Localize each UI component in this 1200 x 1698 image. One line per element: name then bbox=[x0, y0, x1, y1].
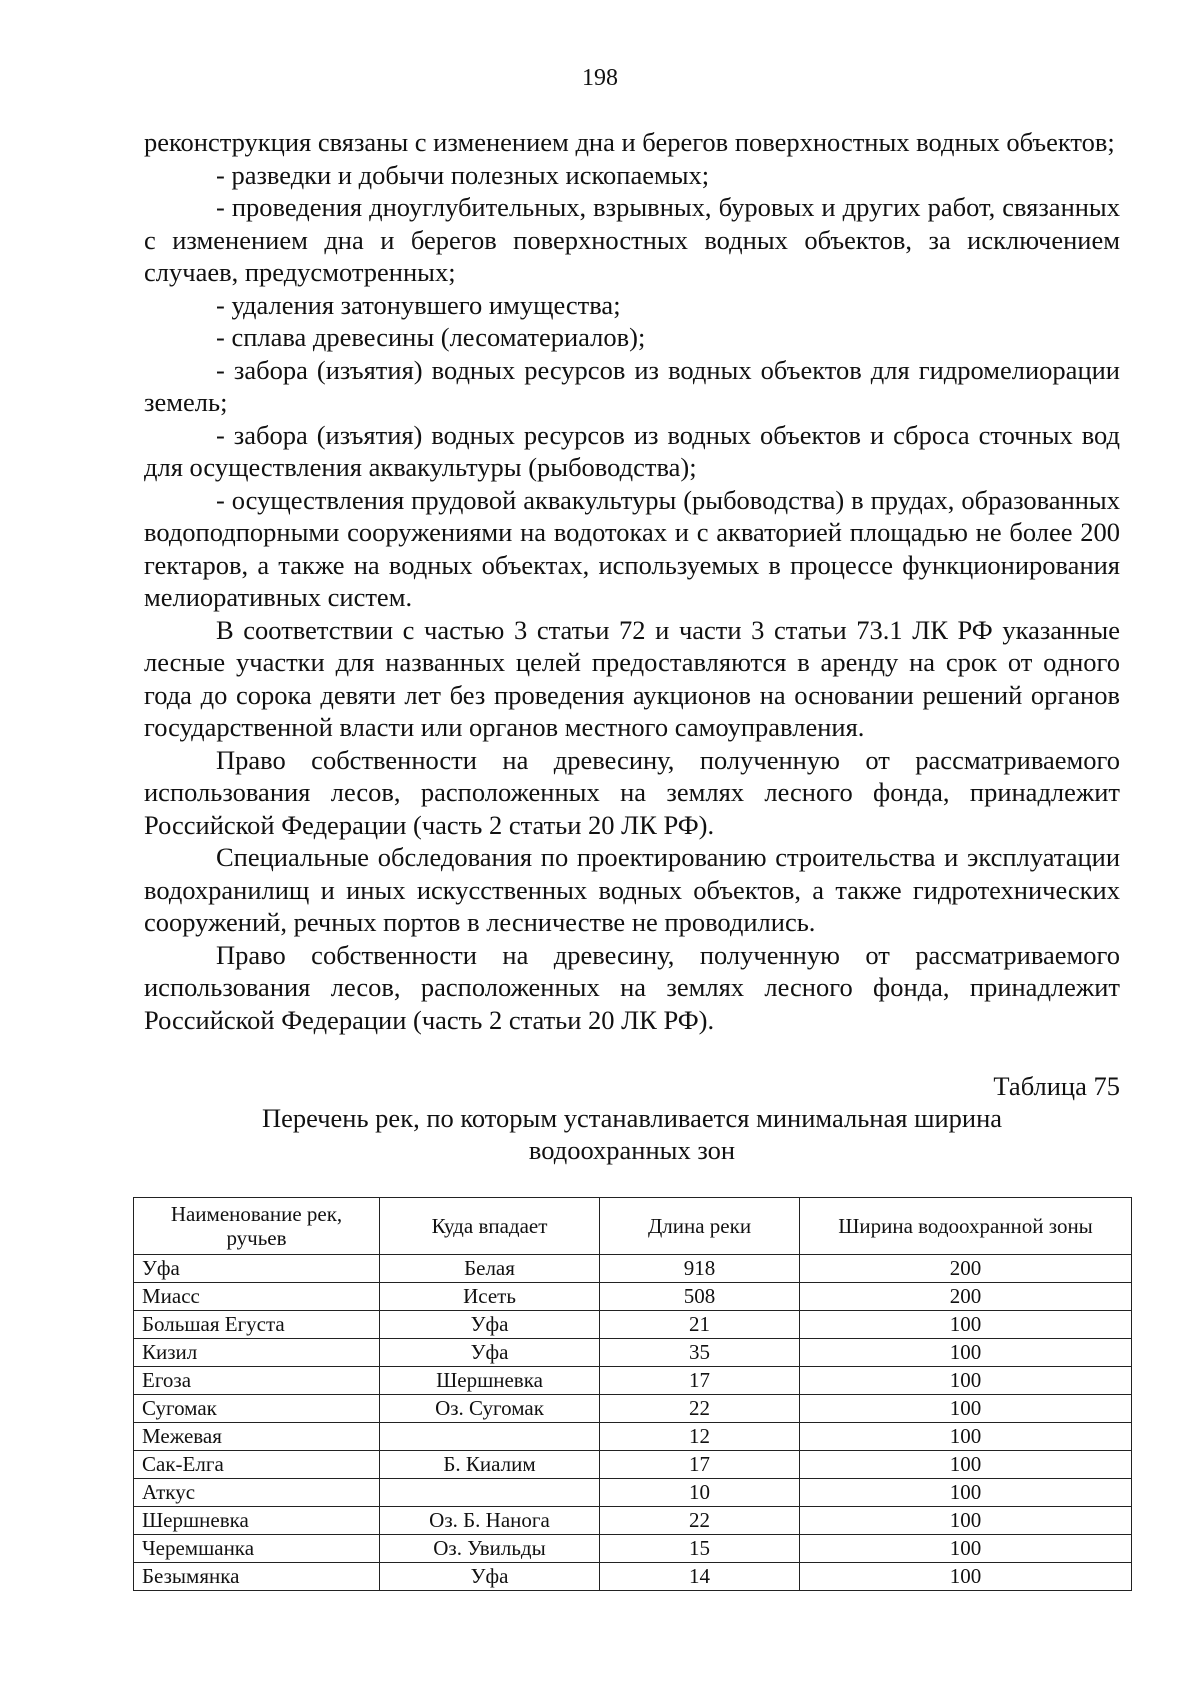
table-row bbox=[134, 1283, 1132, 1311]
cell-name: Сугомак bbox=[134, 1395, 380, 1423]
list-item: - сплава древесины (лесоматериалов); bbox=[216, 322, 646, 352]
cell-mouth: Оз. Сугомак bbox=[380, 1395, 600, 1423]
table-body bbox=[134, 1255, 1132, 1591]
cell-length: 22 bbox=[600, 1395, 800, 1423]
cell-mouth: Уфа bbox=[380, 1563, 600, 1591]
table-row bbox=[134, 1507, 1132, 1535]
table-row bbox=[134, 1451, 1132, 1479]
paragraph: Специальные обследования по проектированию строительства и эксплуатации водохранилищ и иных искусственных водных объектов, а также гидротехнических сооружений, речных портов в лесничестве не проводились. bbox=[144, 842, 1120, 937]
cell-name: Кизил bbox=[134, 1339, 380, 1367]
cell-mouth bbox=[380, 1479, 600, 1507]
cell-length: 14 bbox=[600, 1563, 800, 1591]
cell-zone-width: 100 bbox=[800, 1563, 1132, 1591]
cell-mouth: Б. Киалим bbox=[380, 1451, 600, 1479]
cell-zone-width: 100 bbox=[800, 1451, 1132, 1479]
cell-name: Миасс bbox=[134, 1283, 380, 1311]
cell-zone-width: 100 bbox=[800, 1339, 1132, 1367]
cell-name: Межевая bbox=[134, 1423, 380, 1451]
cell-length: 15 bbox=[600, 1535, 800, 1563]
cell-length: 17 bbox=[600, 1451, 800, 1479]
cell-zone-width: 100 bbox=[800, 1479, 1132, 1507]
list-item: - проведения дноуглубительных, взрывных, буровых и других работ, связанных с изменением дна и берегов поверхностных водных объектов, за исключением случаев, предусмотренных; bbox=[144, 192, 1120, 287]
cell-zone-width: 100 bbox=[800, 1367, 1132, 1395]
table-row bbox=[134, 1535, 1132, 1563]
cell-zone-width: 100 bbox=[800, 1395, 1132, 1423]
table-row bbox=[134, 1395, 1132, 1423]
table-header-row bbox=[134, 1198, 1132, 1255]
cell-zone-width: 100 bbox=[800, 1535, 1132, 1563]
cell-mouth: Исеть bbox=[380, 1283, 600, 1311]
table-label: Таблица 75 bbox=[993, 1071, 1120, 1101]
column-header-zone-width: Ширина водоохранной зоны bbox=[800, 1198, 1132, 1255]
cell-name: Шершневка bbox=[134, 1507, 380, 1535]
cell-name: Черемшанка bbox=[134, 1535, 380, 1563]
cell-mouth: Оз. Увильды bbox=[380, 1535, 600, 1563]
cell-name: Большая Егуста bbox=[134, 1311, 380, 1339]
cell-mouth: Шершневка bbox=[380, 1367, 600, 1395]
cell-mouth: Оз. Б. Нанога bbox=[380, 1507, 600, 1535]
cell-mouth: Уфа bbox=[380, 1339, 600, 1367]
table-row bbox=[134, 1423, 1132, 1451]
table-row bbox=[134, 1339, 1132, 1367]
cell-name: Безымянка bbox=[134, 1563, 380, 1591]
cell-name: Егоза bbox=[134, 1367, 380, 1395]
paragraph: Право собственности на древесину, полученную от рассматриваемого использования лесов, расположенных на землях лесного фонда, принадлежит Российской Федерации (часть 2 статьи 20 ЛК РФ). bbox=[144, 939, 1120, 1035]
table-row bbox=[134, 1255, 1132, 1283]
cell-length: 10 bbox=[600, 1479, 800, 1507]
cell-length: 918 bbox=[600, 1255, 800, 1283]
cell-mouth: Белая bbox=[380, 1255, 600, 1283]
column-header-length: Длина реки bbox=[600, 1198, 800, 1255]
table-row bbox=[134, 1367, 1132, 1395]
list-item: - забора (изъятия) водных ресурсов из водных объектов для гидромелиорации земель; bbox=[144, 354, 1120, 417]
paragraph: В соответствии с частью 3 статьи 72 и части 3 статьи 73.1 ЛК РФ указанные лесные участки для названных целей предоставляются в аренду на срок от одного года до сорока девяти лет без проведения аукционов на основании решений органов государственной власти или органов местного самоуправления. bbox=[144, 614, 1120, 742]
cell-zone-width: 200 bbox=[800, 1283, 1132, 1311]
list-item: - разведки и добычи полезных ископаемых; bbox=[216, 159, 710, 190]
list-item: - осуществления прудовой аквакультуры (рыбоводства) в прудах, образованных водоподпорными сооружениями на водотоках и с акваторией площадью не более 200 гектаров, а также на водных объектах, используемых в процессе функционирования мелиоративных систем. bbox=[144, 484, 1120, 612]
table-title: Перечень рек, по которым устанавливается минимальная ширина водоохранных зон bbox=[261, 1103, 1003, 1165]
column-header-mouth: Куда впадает bbox=[380, 1198, 600, 1255]
page-number: 198 bbox=[582, 65, 618, 91]
table-row bbox=[134, 1563, 1132, 1591]
table-caption bbox=[144, 1070, 1120, 1166]
paragraph: реконструкция связаны с изменением дна и берегов поверхностных водных объектов; bbox=[144, 127, 1115, 157]
table-row bbox=[134, 1311, 1132, 1339]
table-row bbox=[134, 1479, 1132, 1507]
body-text bbox=[144, 126, 1120, 1036]
cell-zone-width: 100 bbox=[800, 1423, 1132, 1451]
cell-zone-width: 200 bbox=[800, 1255, 1132, 1283]
paragraph: Право собственности на древесину, полученную от рассматриваемого использования лесов, расположенных на землях лесного фонда, принадлежит Российской Федерации (часть 2 статьи 20 ЛК РФ). bbox=[144, 744, 1120, 840]
cell-name: Сак-Елга bbox=[134, 1451, 380, 1479]
cell-length: 12 bbox=[600, 1423, 800, 1451]
list-item: - удаления затонувшего имущества; bbox=[216, 289, 621, 320]
cell-length: 17 bbox=[600, 1367, 800, 1395]
cell-length: 21 bbox=[600, 1311, 800, 1339]
cell-mouth bbox=[380, 1423, 600, 1451]
cell-zone-width: 100 bbox=[800, 1311, 1132, 1339]
cell-length: 35 bbox=[600, 1339, 800, 1367]
cell-name: Уфа bbox=[134, 1255, 380, 1283]
cell-length: 22 bbox=[600, 1507, 800, 1535]
cell-length: 508 bbox=[600, 1283, 800, 1311]
rivers-table bbox=[133, 1197, 1131, 1591]
cell-name: Аткус bbox=[134, 1479, 380, 1507]
column-header-name: Наименование рек, ручьев bbox=[134, 1198, 380, 1255]
list-item: - забора (изъятия) водных ресурсов из водных объектов и сброса сточных вод для осуществления аквакультуры (рыбоводства); bbox=[144, 419, 1120, 482]
cell-mouth: Уфа bbox=[380, 1311, 600, 1339]
cell-zone-width: 100 bbox=[800, 1507, 1132, 1535]
